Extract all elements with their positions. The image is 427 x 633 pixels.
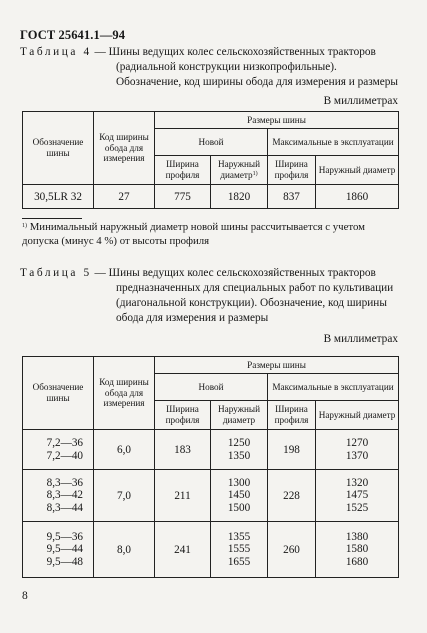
table5-caption <box>20 266 398 326</box>
table4-header-tire-sizes: Размеры шины <box>155 112 399 129</box>
page-number: 8 <box>22 590 28 602</box>
table5-cell-designations: 9,5—36 9,5—44 9,5—48 <box>23 522 94 578</box>
table4-cell-designation: 30,5LR 32 <box>23 185 94 209</box>
table5-header-new-diameter: Наружный диаметр <box>211 401 268 430</box>
table5-cell-new-width: 241 <box>155 522 211 578</box>
table4-cell-max-width: 837 <box>268 185 316 209</box>
table4-cell-rim-code: 27 <box>94 185 155 209</box>
table4-caption-text: — Шины ведущих колес сельскохозяйственных тракторов (радиальной конструкции низкопрофильные). Обозначение, код ширины обода для измерения и размеры <box>94 46 399 88</box>
table5-cell-rim-code: 8,0 <box>94 522 155 578</box>
table5-cell-new-diameters: 1355 1555 1655 <box>211 522 268 578</box>
table4-cell-new-diameter: 1820 <box>211 185 268 209</box>
table4-caption <box>20 45 398 90</box>
table5-cell-max-diameters: 1320 1475 1525 <box>316 470 399 522</box>
table-row <box>23 522 399 578</box>
table-row <box>23 185 399 209</box>
table4-caption-label: Таблица 4 <box>20 46 92 58</box>
table5-cell-max-width: 228 <box>268 470 316 522</box>
table5-header-rim-code: Код ширины обода для измерения <box>94 357 155 430</box>
table5-cell-max-diameters: 1270 1370 <box>316 430 399 470</box>
table5 <box>22 356 399 578</box>
table5-cell-designations: 7,2—36 7,2—40 <box>23 430 94 470</box>
table5-cell-rim-code: 6,0 <box>94 430 155 470</box>
table5-cell-new-width: 183 <box>155 430 211 470</box>
table4-header-new: Новой <box>155 129 268 156</box>
table4-footnote <box>22 218 398 248</box>
table5-header-tire-sizes: Размеры шины <box>155 357 399 374</box>
table4-header-max-width: Ширина профиля <box>268 156 316 185</box>
table5-header-max-diameter: Наружный диаметр <box>316 401 399 430</box>
table-row <box>23 470 399 522</box>
footnote-mark: 1) <box>22 223 27 229</box>
table-row <box>23 430 399 470</box>
table5-cell-designations: 8,3—36 8,3—42 8,3—44 <box>23 470 94 522</box>
table5-cell-new-width: 211 <box>155 470 211 522</box>
table5-cell-max-width: 260 <box>268 522 316 578</box>
table4-header-designation: Обозначение шины <box>23 112 94 185</box>
document-header: ГОСТ 25641.1—94 <box>20 28 126 42</box>
table4-header-rim-code: Код ширины обода для измерения <box>94 112 155 185</box>
table5-cell-max-width: 198 <box>268 430 316 470</box>
table5-units: В миллиметрах <box>323 333 398 345</box>
table5-header-max: Максимальные в эксплуатации <box>268 374 399 401</box>
table5-cell-max-diameters: 1380 1580 1680 <box>316 522 399 578</box>
table4-cell-new-width: 775 <box>155 185 211 209</box>
table4-units: В миллиметрах <box>323 95 398 107</box>
table4-header-max-diameter: Наружный диаметр <box>316 156 399 185</box>
table5-caption-text: — Шины ведущих колес сельскохозяйственных тракторов предназначенных для специальных работ по культивации (диагональной конструкции). Обозначение, код ширины обода для измерения и размеры <box>94 267 394 324</box>
table4-header-new-width: Ширина профиля <box>155 156 211 185</box>
table4-cell-max-diameter: 1860 <box>316 185 399 209</box>
table5-cell-new-diameters: 1300 1450 1500 <box>211 470 268 522</box>
table4-footnote-ref: 1) <box>252 171 258 177</box>
footnote-text: Минимальный наружный диаметр новой шины рассчитывается с учетом допуска (минус 4 %) от высоты профиля <box>22 221 365 247</box>
table5-header-max-width: Ширина профиля <box>268 401 316 430</box>
table5-cell-rim-code: 7,0 <box>94 470 155 522</box>
table5-header-new: Новой <box>155 374 268 401</box>
table5-cell-new-diameters: 1250 1350 <box>211 430 268 470</box>
table5-header-designation: Обозначение шины <box>23 357 94 430</box>
table5-caption-label: Таблица 5 <box>20 267 92 279</box>
table4-header-new-diameter: Наружный диаметр$^{1)}$ <box>211 156 268 185</box>
table4 <box>22 111 399 209</box>
table5-header-new-width: Ширина профиля <box>155 401 211 430</box>
table4-header-max: Максимальные в эксплуатации <box>268 129 399 156</box>
